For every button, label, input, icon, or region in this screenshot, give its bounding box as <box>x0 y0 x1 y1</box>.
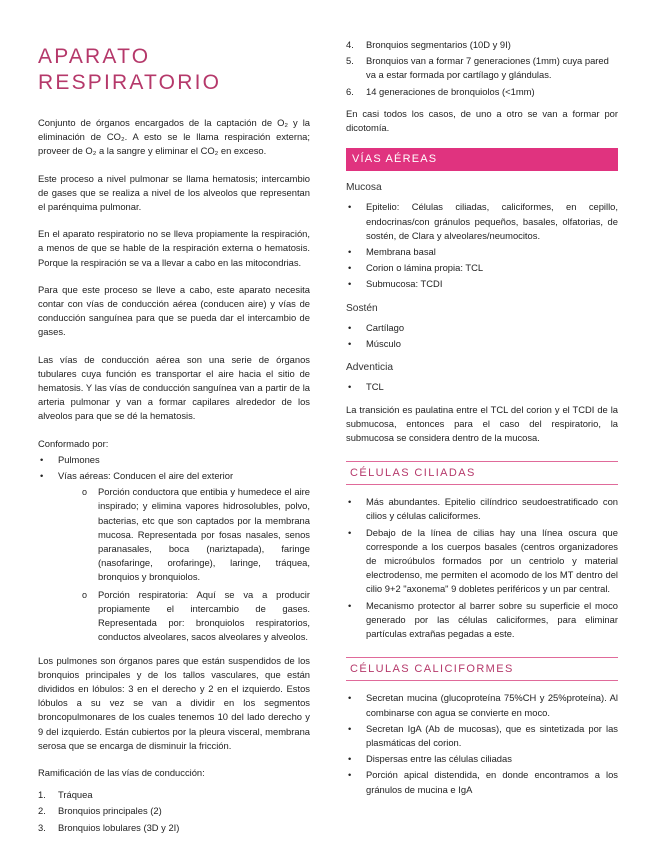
ramificacion-label: Ramificación de las vías de conducción: <box>38 766 205 778</box>
list-item: • Músculo <box>346 337 618 351</box>
list-item: • TCL <box>346 380 618 394</box>
paragraph-intro: Conjunto de órganos encargados de la captación de O₂ y la eliminación de CO₂. A esto se le llama respiración externa; proveer de O₂ a la sangre y eliminar el CO₂ en exceso. <box>38 117 310 157</box>
list-number: 3. <box>38 821 46 833</box>
list-item <box>38 804 310 818</box>
paragraph-vias: Para que este proceso se lleve a cabo, este aparato necesita contar con vías de conducción aérea (conducen aire) y vías de conducción sanguínea para que se pueda dar el intercambio de gases. <box>38 283 310 338</box>
mucosa-list <box>346 200 618 291</box>
section-header-celulas-caliciformes: CÉLULAS CALICIFORMES <box>346 657 618 681</box>
list-text: 14 generaciones de bronquiolos (<1mm) <box>366 85 535 97</box>
adventicia-label: Adventicia <box>346 362 394 374</box>
list-item: • Más abundantes. Epitelio cilíndrico seudoestratificado con cilios y células caliciformes. <box>346 495 618 523</box>
right-column <box>346 38 618 799</box>
list-item: • Debajo de la línea de cilias hay una línea oscura que corresponde a los cuerpos basales (centros organizadores de microúbulos formados por un centriolo y material electrodenso, me permiten el acomodo de los MT dentro del cilio 9+2 "axonema" 9 dobletes periféricos y un par central. <box>346 526 618 597</box>
porciones-list <box>78 485 310 644</box>
paragraph-dicotomia: En casi todos los casos, de uno a otro se van a formar por dicotomía. <box>346 107 618 134</box>
list-item: • Porción apical distendida, en donde encontramos a los gránulos de mucina e IgA <box>346 768 618 796</box>
list-item: o Porción respiratoria: Aquí se va a producir propiamente el intercambio de gases. Representada por: bronquiolos respiratorios, conductos alveolares, sacos alveolares y alveolos. <box>78 588 310 645</box>
paragraph-pulmones: Los pulmones son órganos pares que están suspendidos de los bronquios principales y de los tallos vasculares, que están divididos en lóbulos: 3 en el derecho y 2 en el izquierdo. Estos lóbulos a su vez se van a dividir en los segmentos broncopulmonares de los cuales tenemos 10 del lado derecho y 9 del izquierdo. Están cubiertos por la pleura visceral, membrana serosa que se encarga de disminuir la fricción. <box>38 654 310 751</box>
ramificacion-list <box>38 788 310 835</box>
list-item: • Mecanismo protector al barrer sobre su superficie el moco generado por las células caliciformes, para eliminar partículas extrañas pegadas a este. <box>346 599 618 642</box>
paragraph-transicion: La transición es paulatina entre el TCL del corion y el TCDI de la submucosa, entonces para el caso del respiratorio, la submucosa se considera dentro de la mucosa. <box>346 403 618 444</box>
list-text: Bronquios lobulares (3D y 2I) <box>58 821 180 833</box>
list-item <box>38 469 310 644</box>
conformado-label: Conformado por: <box>38 437 109 449</box>
list-text: Tráquea <box>58 789 93 801</box>
list-item: • Corion o lámina propia: TCL <box>346 261 618 275</box>
list-number: 4. <box>346 39 354 50</box>
left-column <box>38 0 310 837</box>
paragraph-respiracion: En el aparato respiratorio no se lleva propiamente la respiración, a menos de que se hable de la respiración externa o hematosis. Porque la respiración se va a llevar a cabo en las mitocondrias. <box>38 228 310 268</box>
mucosa-label: Mucosa <box>346 182 382 194</box>
list-item <box>346 54 618 82</box>
section-header-vias-aereas: VÍAS AÉREAS <box>346 148 618 171</box>
list-number: 5. <box>346 55 354 67</box>
ciliadas-list <box>346 495 618 641</box>
conformado-list <box>38 453 310 645</box>
list-item: • Dispersas entre las células ciliadas <box>346 752 618 766</box>
list-number: 6. <box>346 85 354 97</box>
list-number: 2. <box>38 805 46 817</box>
list-item <box>346 38 618 52</box>
list-item: • Secretan IgA (Ab de mucosas), que es sintetizada por las plasmáticas del corion. <box>346 722 618 750</box>
list-item: • Secretan mucina (glucoproteína 75%CH y 25%proteína). Al combinarse con agua se convierte en moco. <box>346 691 618 719</box>
list-text: Bronquios principales (2) <box>58 805 162 817</box>
list-item: • Cartílago <box>346 321 618 335</box>
list-item: • Pulmones <box>38 453 310 467</box>
list-item <box>346 85 618 99</box>
list-item: • Submucosa: TCDI <box>346 277 618 291</box>
page-title: APARATO RESPIRATORIO <box>38 45 222 94</box>
adventicia-list <box>346 380 618 394</box>
paragraph-hematosis: Este proceso a nivel pulmonar se llama hematosis; intercambio de gases que se realiza a nivel de los alveolos que representan el parénquima pulmonar. <box>38 172 310 213</box>
ramificacion-list-continued <box>346 38 618 99</box>
list-item: o Porción conductora que entibia y humedece el aire inspirado; y elimina vapores hidrosolubles, polvo, bacterias, etc que son captados por la membrana mucosa. Representada por fosas nasales, senos paranasales, boca (nariztapada), faringe (nasofaringe, orofaringe), laringe, tráquea, bronquios y bronquiolos. <box>78 485 310 584</box>
paragraph-vias-aereas: Las vías de conducción aérea son una serie de órganos tubulares cuya función es transportar el aire hacia el sitio de hematosis. Y las vías de conducción sanguínea van a partir de la arteria pulmonar y van a formar capilares alrededor de los alveolos para que se dé la hematosis. <box>38 353 310 422</box>
list-item: • Epitelio: Células ciliadas, caliciformes, en cepillo, endocrinas/con gránulos pequeños, basales, olfatorias, de sostén, de Clara y alveolares/neumocitos. <box>346 200 618 243</box>
sosten-label: Sostén <box>346 302 378 314</box>
list-item <box>38 821 310 835</box>
section-header-celulas-ciliadas: CÉLULAS CILIADAS <box>346 461 618 485</box>
list-item <box>38 788 310 802</box>
caliciformes-list <box>346 691 618 796</box>
list-text: Bronquios segmentarios (10D y 9I) <box>366 39 511 50</box>
list-item: • Membrana basal <box>346 245 618 259</box>
sosten-list <box>346 321 618 351</box>
list-text: Bronquios van a formar 7 generaciones (1mm) cuya pared va a estar formada por cartílago y glándulas. <box>366 55 609 81</box>
list-item-text: Vías aéreas: Conducen el aire del exterior <box>58 470 234 482</box>
list-number: 1. <box>38 789 46 801</box>
